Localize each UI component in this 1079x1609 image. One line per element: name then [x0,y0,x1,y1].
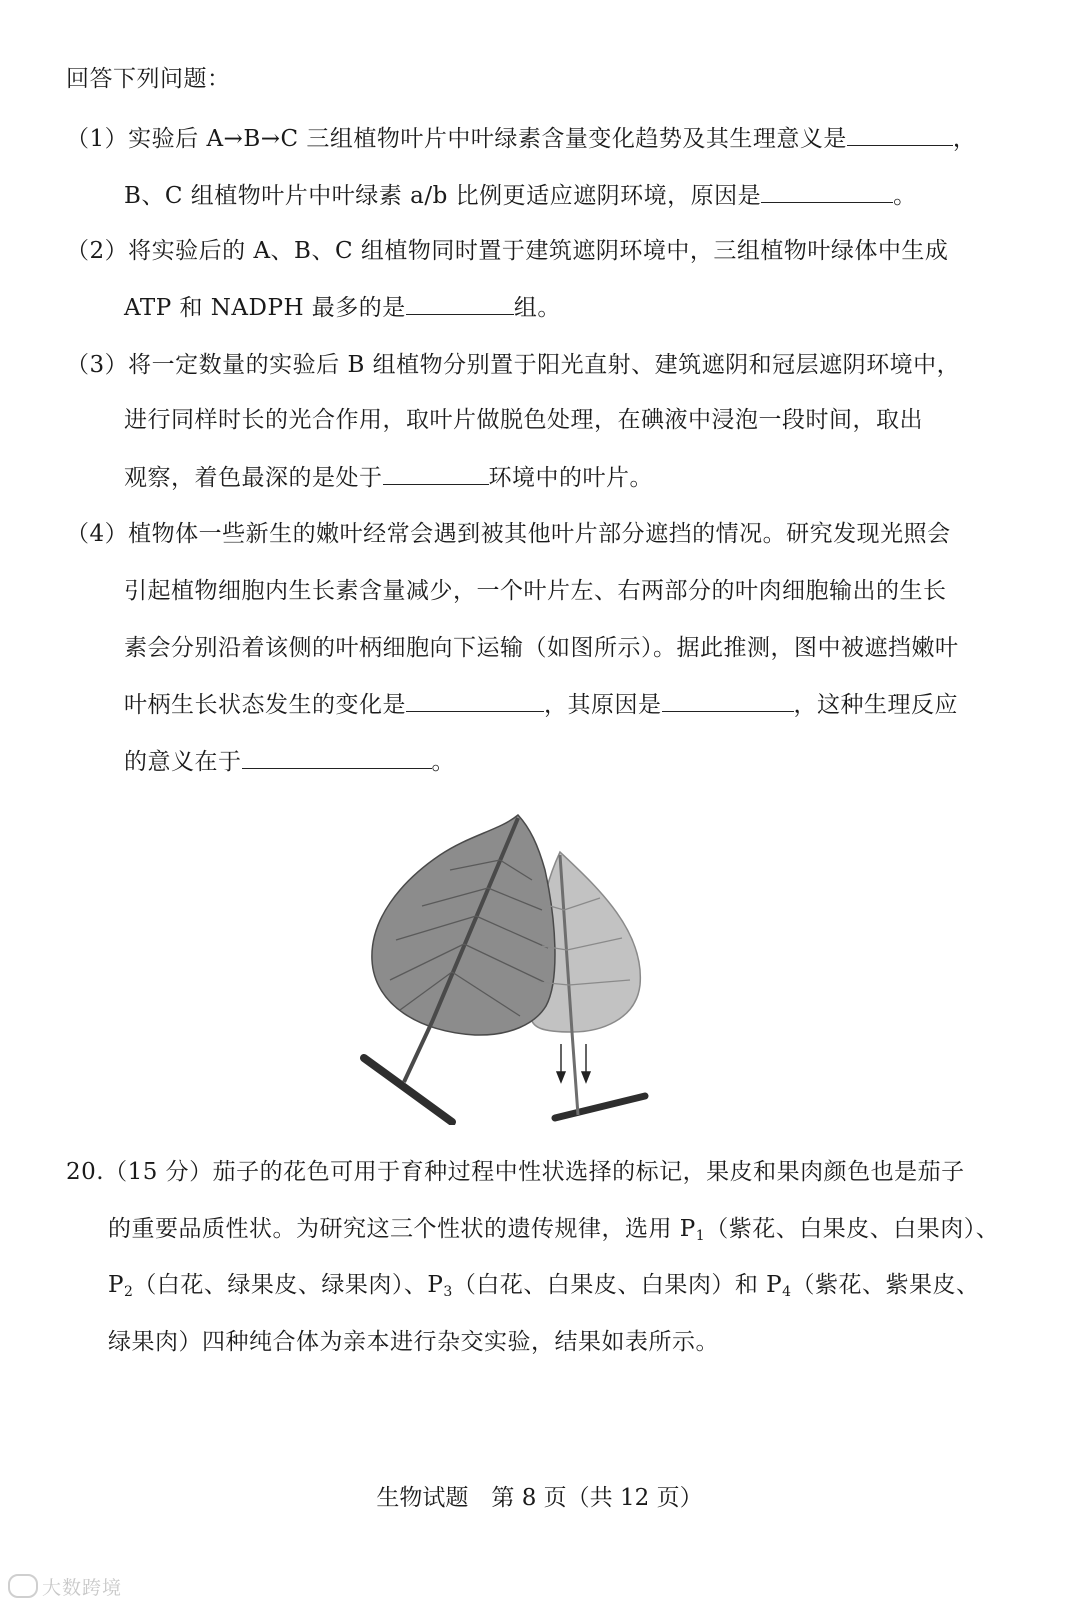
q3-line3-suffix: 环境中的叶片。 [488,465,653,491]
q20-line3-b: （白花、绿果皮、绿果肉）、P [133,1272,444,1298]
leaf-figure [360,810,660,1125]
front-leaf [372,815,555,1035]
q20-sub-2: 2 [123,1284,134,1300]
q4-line4-text: 叶柄生长状态发生的变化是 [124,692,406,718]
q4-line4-mid: ，其原因是 [544,692,662,718]
q1-line2 [124,180,917,211]
q3-line1: （3）将一定数量的实验后 B 组植物分别置于阳光直射、建筑遮阴和冠层遮阴环境中， [66,352,961,378]
q4-blank-1 [406,689,544,712]
q4-line4-suffix: ，这种生理反应 [793,692,958,718]
intro-line: 回答下列问题： [66,66,231,92]
watermark [8,1573,122,1600]
q2-line2 [124,292,561,323]
q4-line2: 引起植物细胞内生长素含量减少，一个叶片左、右两部分的叶肉细胞输出的生长 [124,578,947,604]
q4-line5-text: 的意义在于 [124,749,242,775]
q1-line2-suffix: 。 [893,183,917,209]
q4-line1: （4）植物体一些新生的嫩叶经常会遇到被其他叶片部分遮挡的情况。研究发现光照会 [66,521,951,547]
q1-line1-suffix: ， [952,126,977,152]
q1-line1 [66,123,976,154]
q3-line3-text: 观察，着色最深的是处于 [124,465,383,491]
q3-line3 [124,462,653,493]
branch-right [555,1096,645,1118]
q2-line2-text: ATP 和 NADPH 最多的是 [124,295,406,321]
q2-line1: （2）将实验后的 A、B、C 组植物同时置于建筑遮阴环境中，三组植物叶绿体中生成 [66,238,949,264]
q20-line4: 绿果肉）四种纯合体为亲本进行杂交实验，结果如表所示。 [108,1329,719,1355]
q4-line3: 素会分别沿着该侧的叶柄细胞向下运输（如图所示）。据此推测，图中被遮挡嫩叶 [124,635,959,661]
q1-line1-text: （1）实验后 A→B→C 三组植物叶片中叶绿素含量变化趋势及其生理意义是 [66,126,847,152]
q4-line5-suffix: 。 [431,749,455,775]
q20-line2 [108,1214,999,1251]
q3-blank [383,462,489,485]
q20-line1: 20.（15 分）茄子的花色可用于育种过程中性状选择的标记，果皮和果肉颜色也是茄子 [66,1159,965,1185]
q1-blank-1 [847,123,953,146]
q20-sub-3: 3 [443,1284,453,1300]
q20-line3-d: （紫花、紫果皮、 [791,1272,980,1298]
q20-line3-c: （白花、白果皮、白果肉）和 P [452,1272,783,1298]
page-footer: 生物试题 第 8 页（共 12 页） [376,1485,703,1511]
q1-blank-2 [761,180,893,203]
q20-sub-1: 1 [695,1228,706,1244]
q20-line2-b: （紫花、白果皮、白果肉）、 [705,1216,1000,1242]
watermark-text: 大数跨境 [42,1577,123,1599]
q4-line5 [124,746,455,777]
q1-line2-text: B、C 组植物叶片中叶绿素 a/b 比例更适应遮阴环境，原因是 [124,183,762,209]
q4-line4 [124,689,958,720]
q2-line2-suffix: 组。 [513,295,561,321]
q3-line2: 进行同样时长的光合作用，取叶片做脱色处理，在碘液中浸泡一段时间，取出 [124,407,923,433]
q4-blank-2 [662,689,794,712]
q20-line3 [108,1270,980,1307]
watermark-logo-icon [8,1574,38,1598]
q4-blank-3 [242,746,432,769]
q20-line2-a: 的重要品质性状。为研究这三个性状的遗传规律，选用 P [108,1216,696,1242]
q20-sub-4: 4 [782,1284,792,1300]
q20-line3-a: P [108,1272,124,1298]
q2-blank [406,292,514,315]
branch-left [364,1058,452,1122]
